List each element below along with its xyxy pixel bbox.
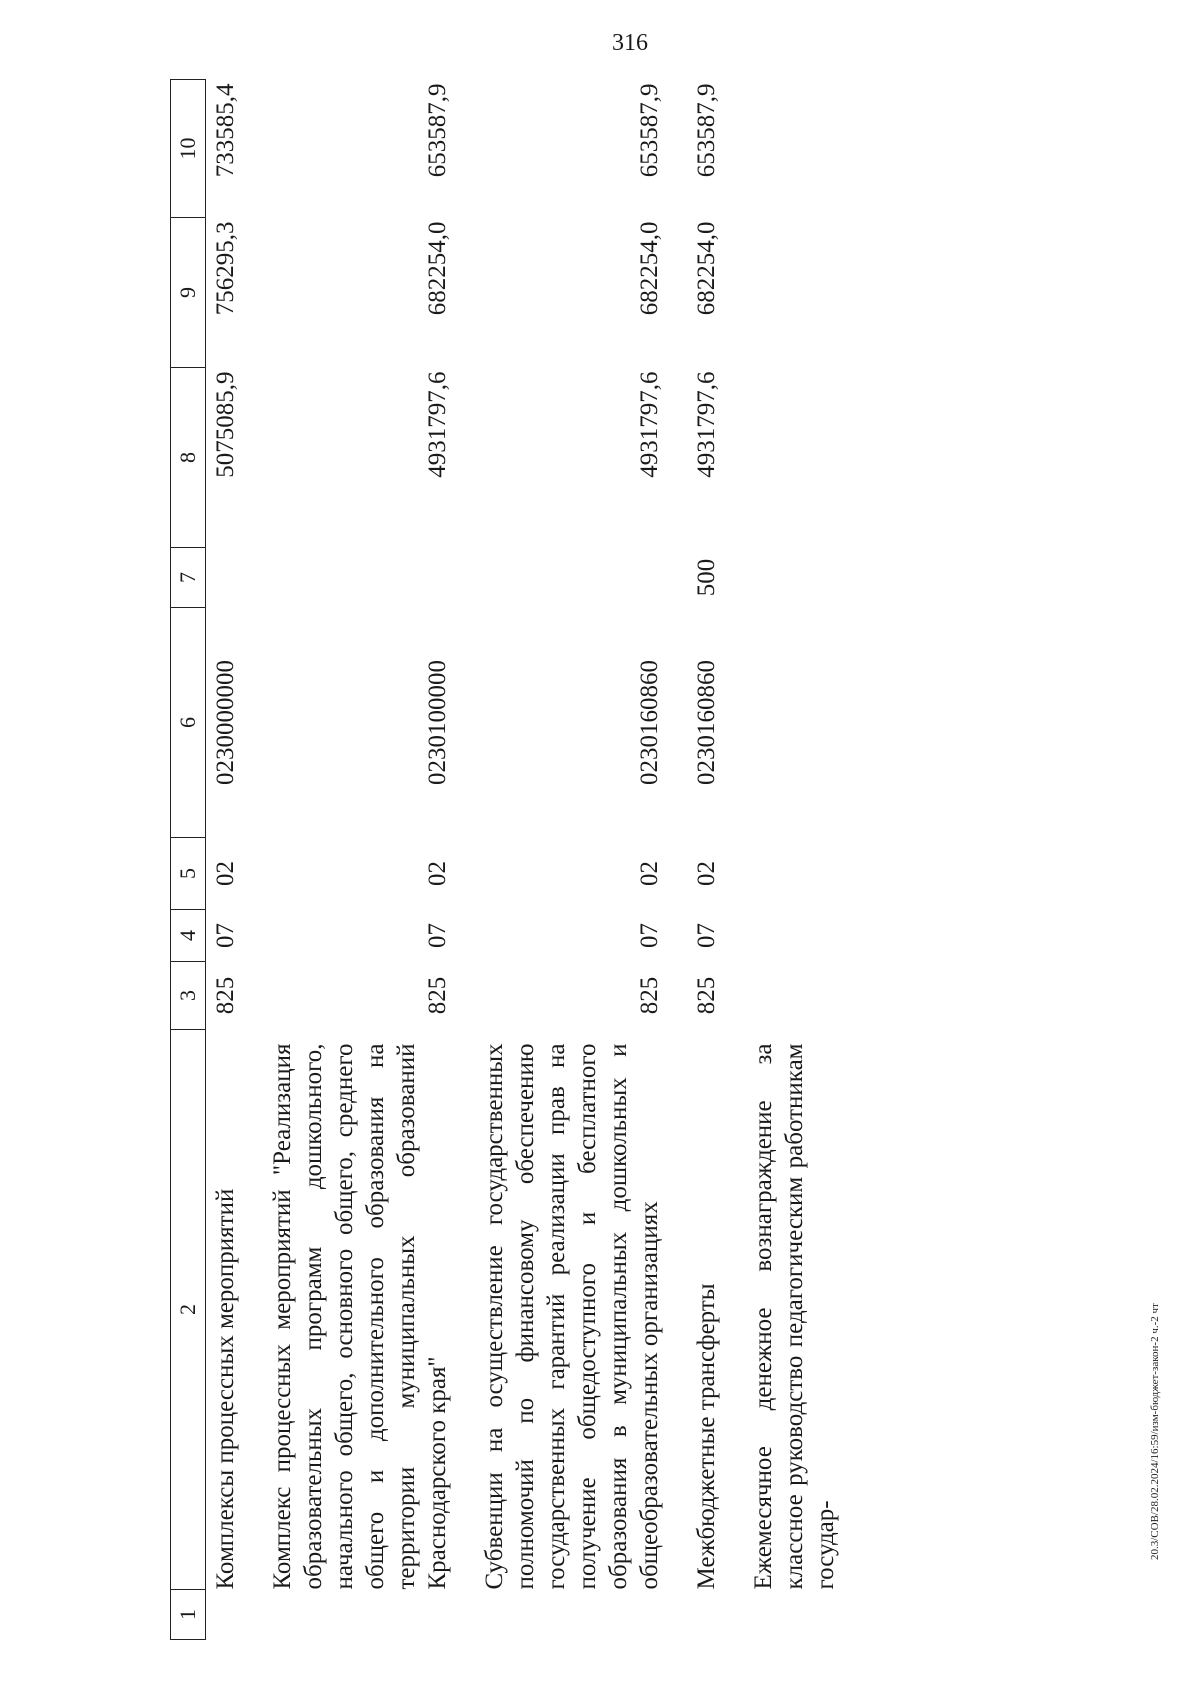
cell-amount-10: 653587,9: [424, 83, 451, 178]
cell-code-7: [263, 548, 453, 608]
column-header: 5: [171, 838, 206, 910]
cell-amount-9: [744, 218, 841, 368]
cell-code-4: 07: [424, 923, 451, 948]
column-header: 3: [171, 962, 206, 1030]
cell-code-7: 500: [693, 558, 720, 597]
cell-amount-8: 4931797,6: [424, 371, 451, 478]
table-row: [475, 80, 665, 1640]
budget-table-sheet: [170, 80, 930, 1640]
cell-amount-8: 5075085,9: [212, 371, 239, 478]
table-row: [263, 80, 453, 1640]
page-number: 316: [612, 30, 648, 56]
cell-amount-8: 4931797,6: [693, 371, 720, 478]
cell-amount-10: [744, 80, 841, 218]
cell-code-3: 825: [693, 976, 720, 1015]
budget-table: [170, 79, 841, 1640]
column-header: 2: [171, 1030, 206, 1590]
cell-code-5: 02: [636, 861, 663, 886]
cell-code-3: 825: [212, 976, 239, 1015]
cell-amount-10: 733585,4: [212, 83, 239, 178]
table-row: [206, 80, 242, 1640]
cell-amount-9: 682254,0: [424, 221, 451, 316]
cell-code-4: [744, 910, 841, 962]
document-reference: 20.3/СОВ/28.02.2024/16:59/изм-бюджет-закон-2 ч.-2 чт: [1149, 1303, 1161, 1560]
column-header: 10: [171, 80, 206, 218]
cell-amount-9: 756295,3: [212, 221, 239, 316]
cell-amount-9: 682254,0: [636, 221, 663, 316]
cell-amount-10: 653587,9: [636, 83, 663, 178]
cell-code-3: [744, 962, 841, 1030]
cell-code-4: 07: [212, 923, 239, 948]
cell-code-5: 02: [424, 861, 451, 886]
column-header: 6: [171, 608, 206, 838]
column-header: 1: [171, 1590, 206, 1640]
cell-code-6: 0230000000: [212, 660, 239, 785]
row-name: Субвенции на осуществление государственных полномочий по финансовому обеспечению государственных гарантий реализации прав на получение общедоступного и бесплатного образования в муниципальных дошкольных и общеобразовательных организациях: [481, 1043, 663, 1590]
table-row: [687, 80, 722, 1640]
cell-amount-8: 4931797,6: [636, 371, 663, 478]
cell-code-5: [744, 838, 841, 910]
column-header: 8: [171, 368, 206, 548]
cell-code-6: 0230160860: [636, 660, 663, 785]
cell-code-3: 825: [636, 976, 663, 1015]
cell-code-6: 0230160860: [693, 660, 720, 785]
row-name: Межбюджетные трансферты: [693, 1283, 720, 1590]
cell-code-4: 07: [693, 923, 720, 948]
table-row: [744, 80, 841, 1640]
cell-code-3: 825: [424, 976, 451, 1015]
cell-code-5: 02: [693, 861, 720, 886]
row-name: Ежемесячное денежное вознаграждение за классное руководство педагогическим работникам государ-: [750, 1043, 839, 1590]
column-header: 9: [171, 218, 206, 368]
column-header: 7: [171, 548, 206, 608]
cell-code-6: [744, 608, 841, 838]
cell-code-6: 0230100000: [424, 660, 451, 785]
cell-code-7: [206, 548, 242, 608]
cell-code-7: [475, 548, 665, 608]
cell-code-7: [744, 548, 841, 608]
cell-amount-9: 682254,0: [693, 221, 720, 316]
cell-code-5: 02: [212, 861, 239, 886]
column-header: 4: [171, 910, 206, 962]
cell-amount-10: 653587,9: [693, 83, 720, 178]
table-header-row: [171, 80, 206, 1640]
row-name: Комплексы процессных мероприятий: [212, 1188, 239, 1590]
cell-amount-8: [744, 368, 841, 548]
row-name: Комплекс процессных мероприятий "Реализация образовательных программ дошкольного, начального общего, основного общего, среднего общего и дополнительного образования на территории муниципальных образований Краснодарского края": [269, 1043, 451, 1590]
cell-code-4: 07: [636, 923, 663, 948]
